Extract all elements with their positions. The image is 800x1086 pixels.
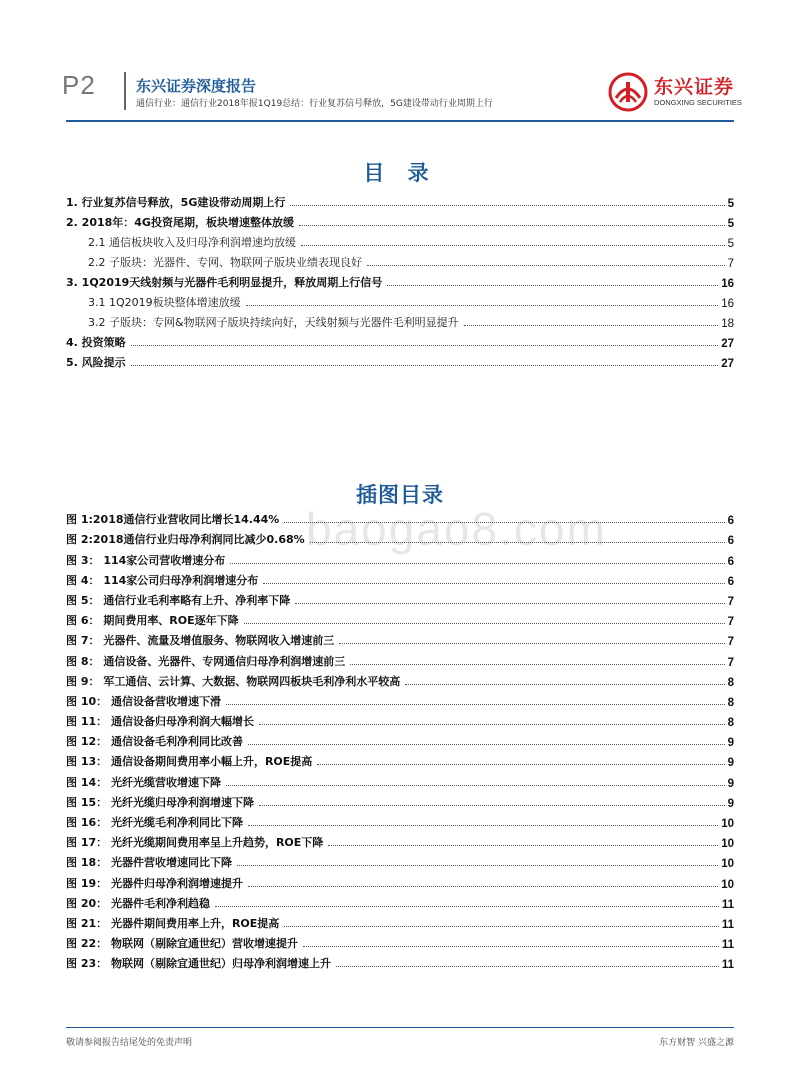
dot-leader — [303, 946, 719, 947]
toc-entry[interactable] — [66, 250, 734, 270]
dot-leader — [284, 926, 719, 927]
figure-entry[interactable] — [66, 709, 734, 729]
toc-entry-page: 7 — [727, 258, 734, 270]
toc-entry-label: 3.1 1Q2019板块整体增速放缓 — [88, 296, 241, 309]
toc-entry-label: 4. 投资策略 — [66, 336, 126, 349]
toc-entry-label: 2.1 通信板块收入及归母净利润增速均放缓 — [88, 236, 296, 249]
figure-entry-label: 图 5： 通信行业毛利率略有上升、净利率下降 — [66, 593, 291, 607]
toc-entry-label: 5. 风险提示 — [66, 356, 126, 369]
dot-leader — [259, 805, 725, 806]
figure-entry-page: 11 — [721, 898, 734, 911]
figure-entry-label: 图 8： 通信设备、光器件、专网通信归母净利润增速前三 — [66, 654, 346, 668]
figure-entry-page: 6 — [727, 555, 734, 568]
figure-entry-label: 图 22： 物联网（剔除宜通世纪）营收增速提升 — [66, 937, 298, 951]
toc-entry-label: 3.2 子版块：专网&物联网子版块持续向好，天线射频与光器件毛利明显提升 — [88, 316, 459, 329]
toc-entry-label: 2.2 子版块：光器件、专网、物联网子版块业绩表现良好 — [88, 256, 362, 269]
toc-entry-label: 2. 2018年：4G投资尾期，板块增速整体放缓 — [66, 216, 294, 229]
toc-entry-label: 3. 1Q2019天线射频与光器件毛利明显提升，释放周期上行信号 — [66, 276, 383, 289]
dot-leader — [310, 542, 725, 543]
dot-leader — [336, 966, 719, 967]
dot-leader — [299, 225, 725, 226]
dot-leader — [131, 365, 719, 366]
figure-entry[interactable] — [66, 628, 734, 648]
company-logo — [608, 70, 740, 114]
toc-entry[interactable] — [66, 350, 734, 370]
figure-entry-page: 11 — [721, 959, 734, 972]
header-divider — [124, 72, 126, 110]
toc-entry-page: 27 — [721, 338, 734, 350]
figure-entry-label: 图 12： 通信设备毛利净利同比改善 — [66, 735, 243, 749]
figure-entry[interactable] — [66, 850, 734, 870]
figure-entry-label: 图 16： 光纤光缆毛利净利同比下降 — [66, 816, 243, 829]
figure-entry-page: 10 — [721, 858, 734, 871]
figure-entry-page: 9 — [727, 737, 734, 750]
toc-entry-page: 18 — [721, 318, 734, 330]
figure-entry[interactable] — [66, 648, 734, 668]
figure-entry[interactable] — [66, 507, 734, 527]
toc-entry[interactable] — [66, 330, 734, 350]
toc-entry[interactable] — [66, 230, 734, 250]
figure-entry[interactable] — [66, 689, 734, 709]
figure-entry[interactable] — [66, 891, 734, 911]
figure-entry-label: 图 17： 光纤光缆期间费用率呈上升趋势，ROE下降 — [66, 836, 324, 850]
toc-entry-label: 1. 行业复苏信号释放，5G建设带动周期上行 — [66, 196, 286, 209]
figure-entry-label: 图 1:2018通信行业营收同比增长14.44% — [66, 513, 280, 527]
figure-entry-label: 图 3： 114家公司营收增速分布 — [66, 553, 226, 567]
figure-entry-label: 图 7： 光器件、流量及增值服务、物联网收入增速前三 — [66, 634, 335, 648]
dot-leader — [248, 886, 718, 887]
dot-leader — [290, 205, 724, 206]
toc-entry[interactable] — [66, 310, 734, 330]
dot-leader — [237, 865, 718, 866]
toc-entry-page: 5 — [727, 198, 734, 210]
figure-entry-label: 图 15： 光纤光缆归母净利润增速下降 — [66, 795, 254, 809]
dot-leader — [317, 764, 724, 765]
figure-entry-page: 11 — [721, 918, 734, 931]
report-subtitle: 通信行业：通信行业2018年报1Q19总结：行业复苏信号释放，5G建设带动行业周期上行 — [136, 99, 493, 109]
dot-leader — [244, 623, 725, 624]
toc-entry[interactable] — [66, 190, 734, 210]
dot-leader — [131, 345, 719, 346]
dot-leader — [248, 825, 718, 826]
figure-entry-page: 9 — [727, 757, 734, 770]
dot-leader — [248, 744, 725, 745]
dot-leader — [295, 603, 724, 604]
dot-leader — [339, 643, 724, 644]
dot-leader — [405, 684, 724, 685]
figure-entry[interactable] — [66, 527, 734, 547]
figure-entry-label: 图 9： 军工通信、云计算、大数据、物联网四板块毛利净利水平较高 — [66, 674, 401, 688]
figure-entry[interactable] — [66, 669, 734, 689]
figure-entry-label: 图 11： 通信设备归母净利润大幅增长 — [66, 715, 254, 729]
logo-text-cn: 东兴证券 — [654, 76, 735, 98]
figure-entry-page: 7 — [727, 616, 734, 629]
dot-leader — [259, 724, 725, 725]
toc-entry-page: 16 — [721, 278, 734, 290]
figure-entry-page: 11 — [721, 939, 734, 952]
dot-leader — [230, 563, 724, 564]
figure-entry-label: 图 2:2018通信行业归母净利润同比减少0.68% — [66, 533, 305, 547]
footer-slogan: 东方财智 兴盛之源 — [659, 1038, 734, 1048]
figure-entry-page: 8 — [727, 696, 734, 709]
figure-entry-label: 图 23： 物联网（剔除宜通世纪）归母净利润增速上升 — [66, 957, 331, 971]
toc-entry-page: 5 — [727, 218, 734, 230]
figure-entry-page: 7 — [727, 656, 734, 669]
dot-leader — [464, 325, 719, 326]
figure-entry[interactable] — [66, 870, 734, 890]
figure-entry-label: 图 19： 光器件归母净利润增速提升 — [66, 876, 243, 890]
figure-entry[interactable] — [66, 810, 734, 830]
figure-entry-page: 9 — [727, 797, 734, 810]
figure-entry-label: 图 13： 通信设备期间费用率小幅上升，ROE提高 — [66, 755, 313, 769]
toc-entry[interactable] — [66, 290, 734, 310]
dot-leader — [284, 522, 724, 523]
figure-entry-page: 8 — [727, 717, 734, 730]
figure-entry-page: 7 — [727, 636, 734, 649]
logo-text-en: DONGXING SECURITIES — [654, 98, 742, 107]
figure-entry-page: 8 — [727, 676, 734, 689]
report-title: 东兴证券深度报告 — [136, 77, 257, 95]
dot-leader — [387, 285, 718, 286]
page-label: P2 — [62, 70, 96, 100]
figure-entry[interactable] — [66, 951, 734, 971]
figure-entry[interactable] — [66, 729, 734, 749]
figure-entry-page: 7 — [727, 595, 734, 608]
figure-entry-page: 10 — [721, 838, 734, 851]
figure-entry[interactable] — [66, 911, 734, 931]
figure-entry-label: 图 21： 光器件期间费用率上升，ROE提高 — [66, 916, 280, 930]
figure-entry[interactable] — [66, 749, 734, 769]
dot-leader — [367, 265, 725, 266]
figure-entry[interactable] — [66, 790, 734, 810]
figure-entry-page: 10 — [721, 878, 734, 891]
logo-emblem-icon — [608, 72, 648, 112]
figure-list — [66, 507, 734, 971]
figure-entry-label: 图 6： 期间费用率、ROE逐年下降 — [66, 614, 239, 628]
watermark: baogao8.com — [306, 503, 607, 555]
footer-disclaimer: 敬请参阅报告结尾处的免责声明 — [66, 1038, 193, 1048]
toc-entry[interactable] — [66, 270, 734, 290]
toc-entry-page: 5 — [727, 238, 734, 250]
toc-list — [66, 190, 734, 370]
dot-leader — [350, 664, 724, 665]
figure-entry[interactable] — [66, 931, 734, 951]
dot-leader — [226, 785, 725, 786]
dot-leader — [263, 583, 724, 584]
dot-leader — [301, 245, 725, 246]
figure-entry-page: 9 — [727, 777, 734, 790]
figure-entry-label: 图 20： 光器件毛利净利趋稳 — [66, 896, 210, 910]
figure-entry-label: 图 14： 光纤光缆营收增速下降 — [66, 775, 221, 789]
dot-leader — [226, 704, 725, 705]
dot-leader — [246, 305, 719, 306]
figure-entry-label: 图 18： 光器件营收增速同比下降 — [66, 856, 232, 870]
figure-entry-label: 图 4： 114家公司归母净利润增速分布 — [66, 573, 259, 587]
figure-entry[interactable] — [66, 568, 734, 588]
figure-entry-label: 图 10： 通信设备营收增速下滑 — [66, 694, 221, 708]
figure-entry-page: 6 — [727, 575, 734, 588]
figure-entry-page: 6 — [727, 515, 734, 528]
toc-entry[interactable] — [66, 210, 734, 230]
figure-entry[interactable] — [66, 830, 734, 850]
figure-entry[interactable] — [66, 608, 734, 628]
toc-entry-page: 16 — [721, 298, 734, 310]
dot-leader — [328, 845, 718, 846]
figure-entry[interactable] — [66, 588, 734, 608]
figure-entry-page: 6 — [727, 535, 734, 548]
figure-entry[interactable] — [66, 547, 734, 567]
figure-list-title: 插图目录 — [356, 483, 444, 507]
toc-title: 目 录 — [363, 161, 437, 185]
footer-rule — [66, 1027, 734, 1028]
figure-entry-page: 10 — [721, 818, 734, 830]
dot-leader — [215, 906, 719, 907]
header-rule — [66, 120, 734, 122]
toc-entry-page: 27 — [721, 358, 734, 370]
figure-entry[interactable] — [66, 769, 734, 789]
